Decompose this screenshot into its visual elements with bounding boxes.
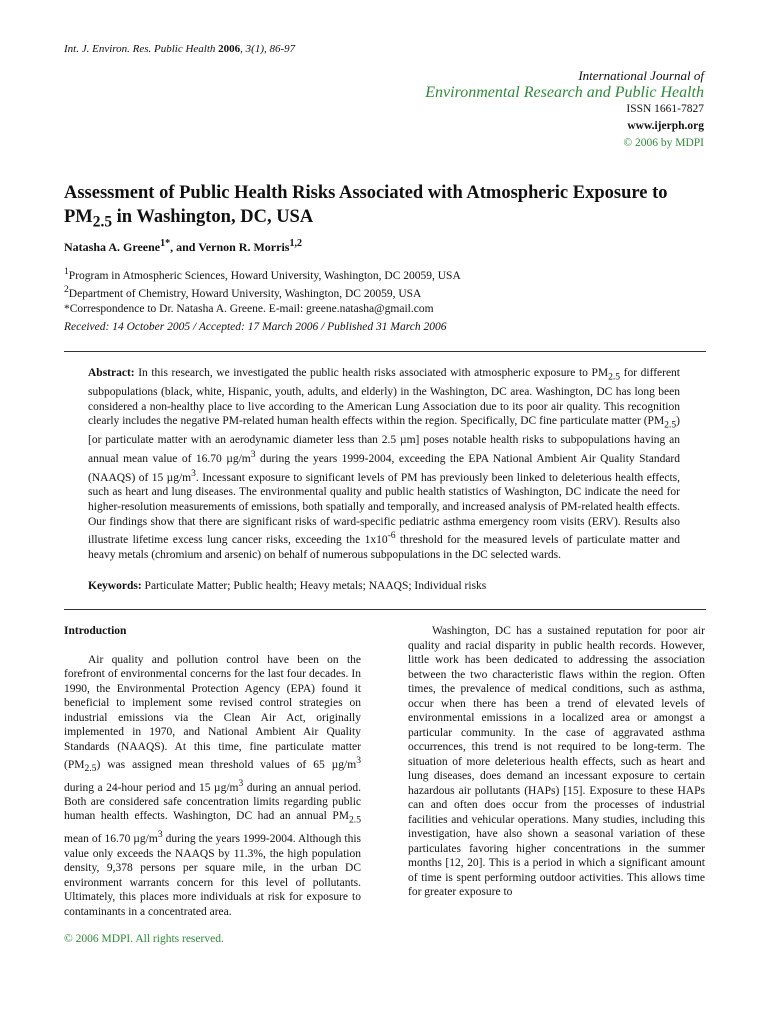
column-right [408,624,705,900]
abstract-sup: 3 [191,467,196,479]
paper-title [64,181,714,235]
intro-text: Air quality and pollution control have been on the forefront of environmental concerns for the last four decades. In 1990, the Environmental Protection Agency (EPA) found it beneficial to implement some revised control strategies on industrial emissions via the Clean Air Act, originally implemented in 1970, and National Ambient Air Quality Standards (NAAQS). At this time, fine particulate matter (PM [64,653,361,771]
publication-dates: Received: 14 October 2005 / Accepted: 17 March 2006 / Published 31 March 2006 [64,321,447,333]
section-heading: Introduction [64,625,127,637]
journal-ref-year: 2006 [218,43,241,55]
journal-citation [64,43,295,55]
abstract-text: during the years 1999-2004, exceeding the EPA National Ambient Air Quality Standard (NAAQS) of 15 µg/m [88,452,681,484]
affiliation-2-text: Department of Chemistry, Howard University, Washington, DC 20059, USA [68,288,422,301]
affiliation-2-sup: 2 [64,284,69,296]
masthead-url[interactable]: www.ijerph.org [627,120,704,132]
abstract-sub: 2.5 [608,371,621,383]
author-1-sup: 1* [160,238,171,249]
footer-copyright: © 2006 MDPI. All rights reserved. [64,933,224,945]
intro-sub: 2.5 [84,763,97,775]
intro-sup: 3 [356,755,361,766]
affiliation-1 [64,265,461,283]
intro-text: during a 24-hour period and 15 µg/m [64,781,239,794]
intro-sup: 3 [157,829,163,841]
author-list [64,238,302,255]
author-2-sup: 1,2 [289,238,302,249]
author-1: Natasha A. Greene [64,240,161,254]
intro-sup: 3 [238,777,244,789]
journal-ref-volume: , 3(1), 86-97 [240,43,296,55]
intro-text: ) was assigned mean threshold values of 65 µg/m [96,758,357,771]
intro-text: during an annual period. Both are considered safe concentration limits regarding public human health effects. Washington, DC had an annual PM [64,781,361,823]
abstract-text: ) [or particulate matter with an aerodynamic diameter less than 2.5 µm] poses notable health risks to subpopulations having an annual mean value of 16.70 µg/m [88,415,680,465]
intro-paragraph [64,653,361,920]
journal-ref-title: Int. J. Environ. Res. Public Health [64,43,216,55]
affiliation-1-sup: 1 [64,266,69,277]
masthead-issn: ISSN 1661-7827 [626,103,704,115]
title-text-1: Assessment of Public Health Risks Associated with Atmospheric Exposure to PM [64,183,668,227]
abstract-sup: -6 [387,530,396,542]
affiliation-2 [64,283,461,301]
masthead-journal-name: Environmental Research and Public Health [425,84,704,101]
abstract-text: threshold for the measured levels of particulate matter and heavy metals (chromium and arsenic) on behalf of numerous subpopulations in the DC selected wards. [88,534,680,561]
intro-text: during the years 1999-2004. Although this value only exceeds the NAAQS by 11.3%, the high population density, 9,378 persons per square mile, in the urban DC environment warrants concern for this level of pollutants. Ultimately, this places more individuals at risk for exposure to contaminants in a concentrated area. [64,833,361,918]
correspondence: *Correspondence to Dr. Natasha A. Greene. E-mail: greene.natasha@gmail.com [64,302,434,315]
intro-text: mean of 16.70 µg/m [64,833,158,846]
keywords-label: Keywords: [88,580,142,592]
abstract-label: Abstract: [88,367,135,379]
abstract-sub: 2.5 [664,419,677,431]
author-2: , and Vernon R. Morris [170,240,290,254]
keywords [88,580,680,592]
abstract-text: for different subpopulations (black, white, Hispanic, youth, adults, and elderly) in the Washington, DC area. Washington, DC has long been considered a non-healthy place to live according to the American Lung Association due to its poor air quality. This recognition clearly includes the negative PM-related human health effects within the region. Specifically, DC fine particulate matter (PM [88,367,681,428]
intro-sub: 2.5 [349,814,361,826]
keywords-text: Particulate Matter; Public health; Heavy metals; NAAQS; Individual risks [141,580,487,592]
journal-masthead [425,67,704,152]
column-left [64,624,361,919]
abstract [88,366,680,563]
title-text-2: in Washington, DC, USA [112,207,314,227]
affiliation-1-text: Program in Atmospheric Sciences, Howard University, Washington, DC 20059, USA [68,269,461,282]
abstract-text: . Incessant exposure to significant levels of PM has previously been linked to deleterious health effects, such as heart and lung diseases. The environmental quality and public health statistics of Washington, DC indicate the need for higher-resolution measurements of emissions, both spatially and temporally, and increased analysis of PM-related health effects. Our findings show that there are significant risks of ward-specific pediatric asthma emergency room visits (ERV). Results also illustrate lifetime excess lung cancer risks, exceeding the 1x10 [88,471,680,547]
affiliations [64,265,461,316]
divider-bottom [64,609,706,610]
masthead-copyright: © 2006 by MDPI [623,137,704,149]
title-subscript: 2.5 [92,213,113,231]
abstract-sup: 3 [250,449,256,461]
masthead-line1: International Journal of [578,68,704,83]
abstract-text: In this research, we investigated the public health risks associated with atmospheric exposure to PM [134,367,609,379]
right-paragraph: Washington, DC has a sustained reputation for poor air quality and racial disparity in public health records. However, little work has been dedicated to addressing the association between the two characteristic flaws within the region. Often times, the prevalence of medical conditions, such as asthma, occur when there has been a trend of elevated levels of environmental emissions in a localized area or amongst a particular community. In the case of aggravated asthma occurrences, this trend is not required to be long-term. The situation of more deleterious health effects, such as heart and lung diseases, does demand an incessant exposure to certain hazardous air pollutants (HAPs) [15]. Exposure to these HAPs can and often does occur from the processes of industrial facilities and vehicular operations. Many studies, including this investigation, have also shown a seasonal variation of these particulates favoring higher concentrations in the summer months [12, 20]. This is a period in which a significant amount of time is spent performing outdoor activities. This allows time for greater exposure to [408,625,705,898]
divider-top [64,351,706,352]
